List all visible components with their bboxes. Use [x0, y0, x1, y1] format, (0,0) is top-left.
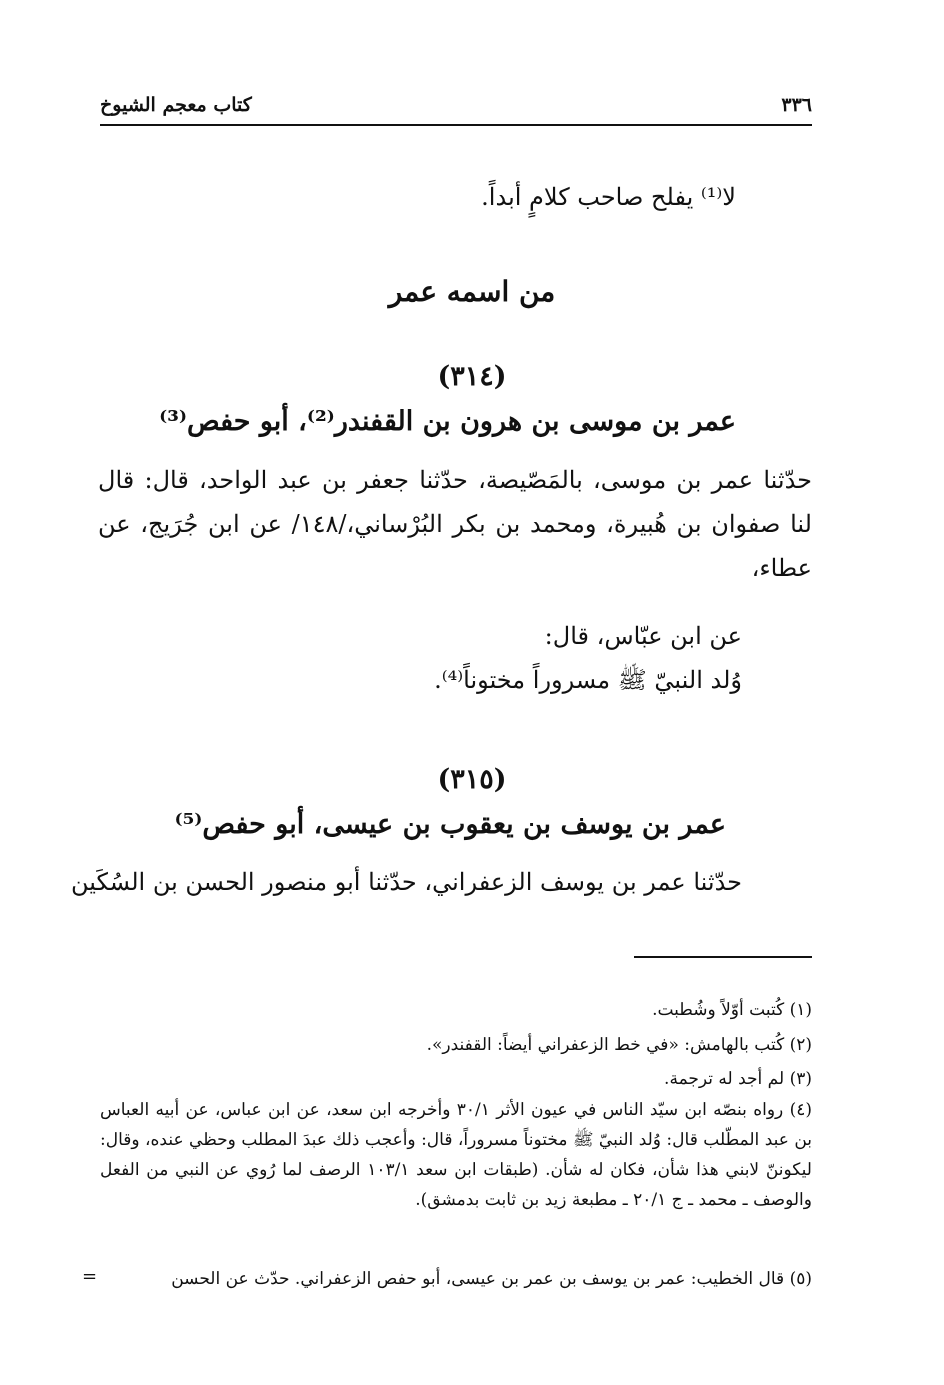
page-number: ٣٣٦ — [781, 94, 812, 116]
section-title: من اسمه عمر — [388, 275, 556, 308]
entry-name: عمر بن موسى بن هرون بن القفندر⁽²⁾، أبو حفص⁽³⁾ — [159, 406, 736, 437]
continuation-mark: = — [82, 1266, 98, 1287]
entry-number: (٣١٤) — [437, 361, 507, 392]
book-title: كتاب معجم الشيوخ — [100, 94, 252, 116]
intro-line: لا⁽¹⁾ يفلح صاحب كلامٍ أبداً. — [481, 183, 736, 211]
entry-number: (٣١٥) — [437, 764, 507, 795]
page-header — [100, 92, 812, 126]
entry-paragraph: حدّثنا عمر بن موسى، بالمَصّيصة، حدّثنا جعفر بن عبد الواحد، قال: قال لنا صفوان بن هُبيرة، ومحمد بن بكر البُرْساني،/١٤٨/ عن ابن جُرَيج، عن عطاء، — [98, 466, 813, 582]
entry-paragraph: عن ابن عبّاس، قال: — [544, 622, 742, 650]
entry-paragraph: حدّثنا عمر بن يوسف الزعفراني، حدّثنا أبو منصور الحسن بن السُكَين — [71, 868, 742, 896]
footnote-divider — [634, 956, 812, 958]
footnote: (١) كُتبت أوّلاً وشُطبت. — [652, 1000, 812, 1020]
footnote: (٣) لم أجد له ترجمة. — [664, 1069, 812, 1089]
footnote: (٤) رواه بنصّه ابن سيّد الناس في عيون الأثر ٣٠/١ وأخرجه ابن سعد، عن ابن عباس، عن أبيه العباس بن عبد المطّلب قال: وُلد النبيّ ﷺ مختوناً مسروراً، قال: وأعجب ذلك عبدَ المطلب وحظي عنده، وقال: ليكوننّ لابني هذا شأن، فكان له شأن. (طبقات ابن سعد ١٠٣/١ الرصف لما رُوي عن النبي من الفعل والوصف ـ محمد ـ ج ٢٠/١ ـ مطبعة زيد بن ثابت بدمشق). — [100, 1100, 813, 1210]
entry-paragraph: وُلد النبيّ ﷺ مسروراً مختوناً⁽⁴⁾. — [434, 666, 742, 694]
entry-name: عمر بن يوسف بن يعقوب بن عيسى، أبو حفص⁽⁵⁾ — [174, 809, 726, 840]
footnote: (٥) قال الخطيب: عمر بن يوسف بن عمر بن عيسى، أبو حفص الزعفراني. حدّث عن الحسن — [171, 1269, 812, 1289]
footnote: (٢) كُتب بالهامش: «في خط الزعفراني أيضاً: القفندر». — [426, 1035, 812, 1055]
